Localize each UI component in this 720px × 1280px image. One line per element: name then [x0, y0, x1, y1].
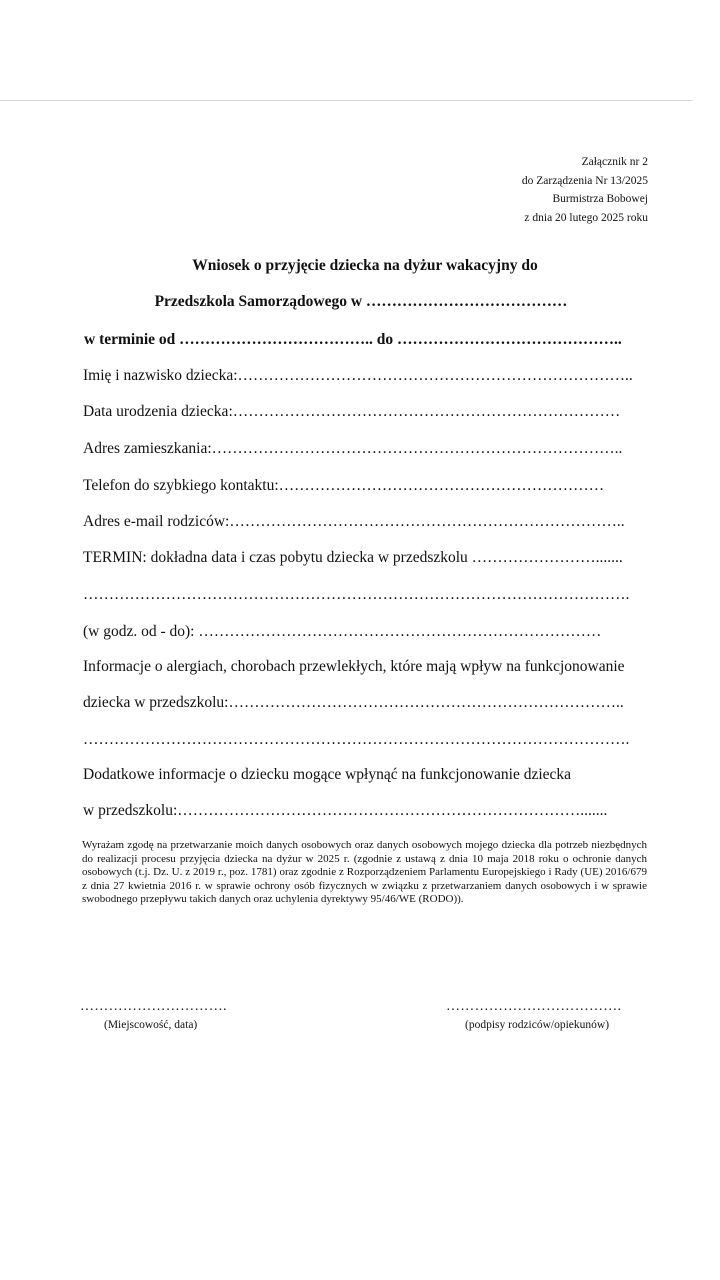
- email-field: Adres e-mail rodziców:…………………………………………………………………..: [83, 513, 625, 530]
- termin-field: TERMIN: dokładna data i czas pobytu dziecka w przedszkolu …………………….......: [83, 549, 623, 566]
- allergies-field: dziecka w przedszkolu:…………………………………………………………………..: [83, 694, 624, 711]
- top-divider: [0, 100, 693, 101]
- gdpr-consent-text: Wyrażam zgodę na przetwarzanie moich danych osobowych oraz danych osobowych mojego dziecka dla potrzeb niezbędnych do realizacji procesu przyjęcia dziecka na dyżur w 2025 r. (zgodnie z ustawą z dnia 10 maja 2018 roku o ochronie danych osobowych (t.j. Dz. U. z 2019 r., poz. 1781) oraz zgodnie z Rozporządzeniem Parlamentu Europejskiego i Rady (UE) 2016/679 z dnia 27 kwietnia 2016 r. w sprawie ochrony osób fizycznych w związku z przetwarzaniem danych osobowych i w sprawie swobodnego przepływu takich danych oraz uchylenia dyrektywy 95/46/WE (RODO)).: [82, 839, 647, 906]
- place-date-label: (Miejscowość, data): [104, 1019, 198, 1031]
- parents-signature-label: (podpisy rodziców/opiekunów): [465, 1019, 610, 1031]
- document-title-line2: Przedszkola Samorządowego w …………………………………: [154, 293, 568, 310]
- birth-date-field: Data urodzenia dziecka:…………………………………………………………………: [83, 403, 621, 420]
- annex-line: z dnia 20 lutego 2025 roku: [524, 211, 648, 224]
- allergies-continuation-field: …………………………………………………………………………………………….: [83, 731, 630, 748]
- parents-signature-line: ……………………………….: [446, 999, 622, 1014]
- term-range-line: w terminie od ……………………………….. do ……………………………………..: [84, 331, 622, 348]
- document-title: Wniosek o przyjęcie dziecka na dyżur wakacyjny do: [192, 257, 538, 274]
- annex-line: Burmistrza Bobowej: [552, 193, 648, 205]
- phone-field: Telefon do szybkiego kontaktu:………………………………………………………: [83, 477, 605, 494]
- annex-line: Załącznik nr 2: [581, 156, 648, 168]
- extra-info-field: w przedszkolu:…………………………………………………………………….......: [83, 802, 608, 819]
- termin-continuation-field: …………………………………………………………………………………………….: [83, 586, 630, 603]
- allergies-label: Informacje o alergiach, chorobach przewlekłych, które mają wpływ na funkcjonowanie: [83, 658, 625, 675]
- place-date-signature-line: ………………………….: [80, 999, 227, 1014]
- hours-field: (w godz. od - do): ……………………………………………………………………: [83, 623, 602, 640]
- address-field: Adres zamieszkania:……………………………………………………………………..: [83, 440, 623, 457]
- child-name-field: Imię i nazwisko dziecka:…………………………………………………………………..: [83, 367, 633, 384]
- annex-line: do Zarządzenia Nr 13/2025: [521, 174, 648, 187]
- extra-info-label: Dodatkowe informacje o dziecku mogące wpłynąć na funkcjonowanie dziecka: [83, 766, 572, 783]
- annex-header: [522, 153, 648, 227]
